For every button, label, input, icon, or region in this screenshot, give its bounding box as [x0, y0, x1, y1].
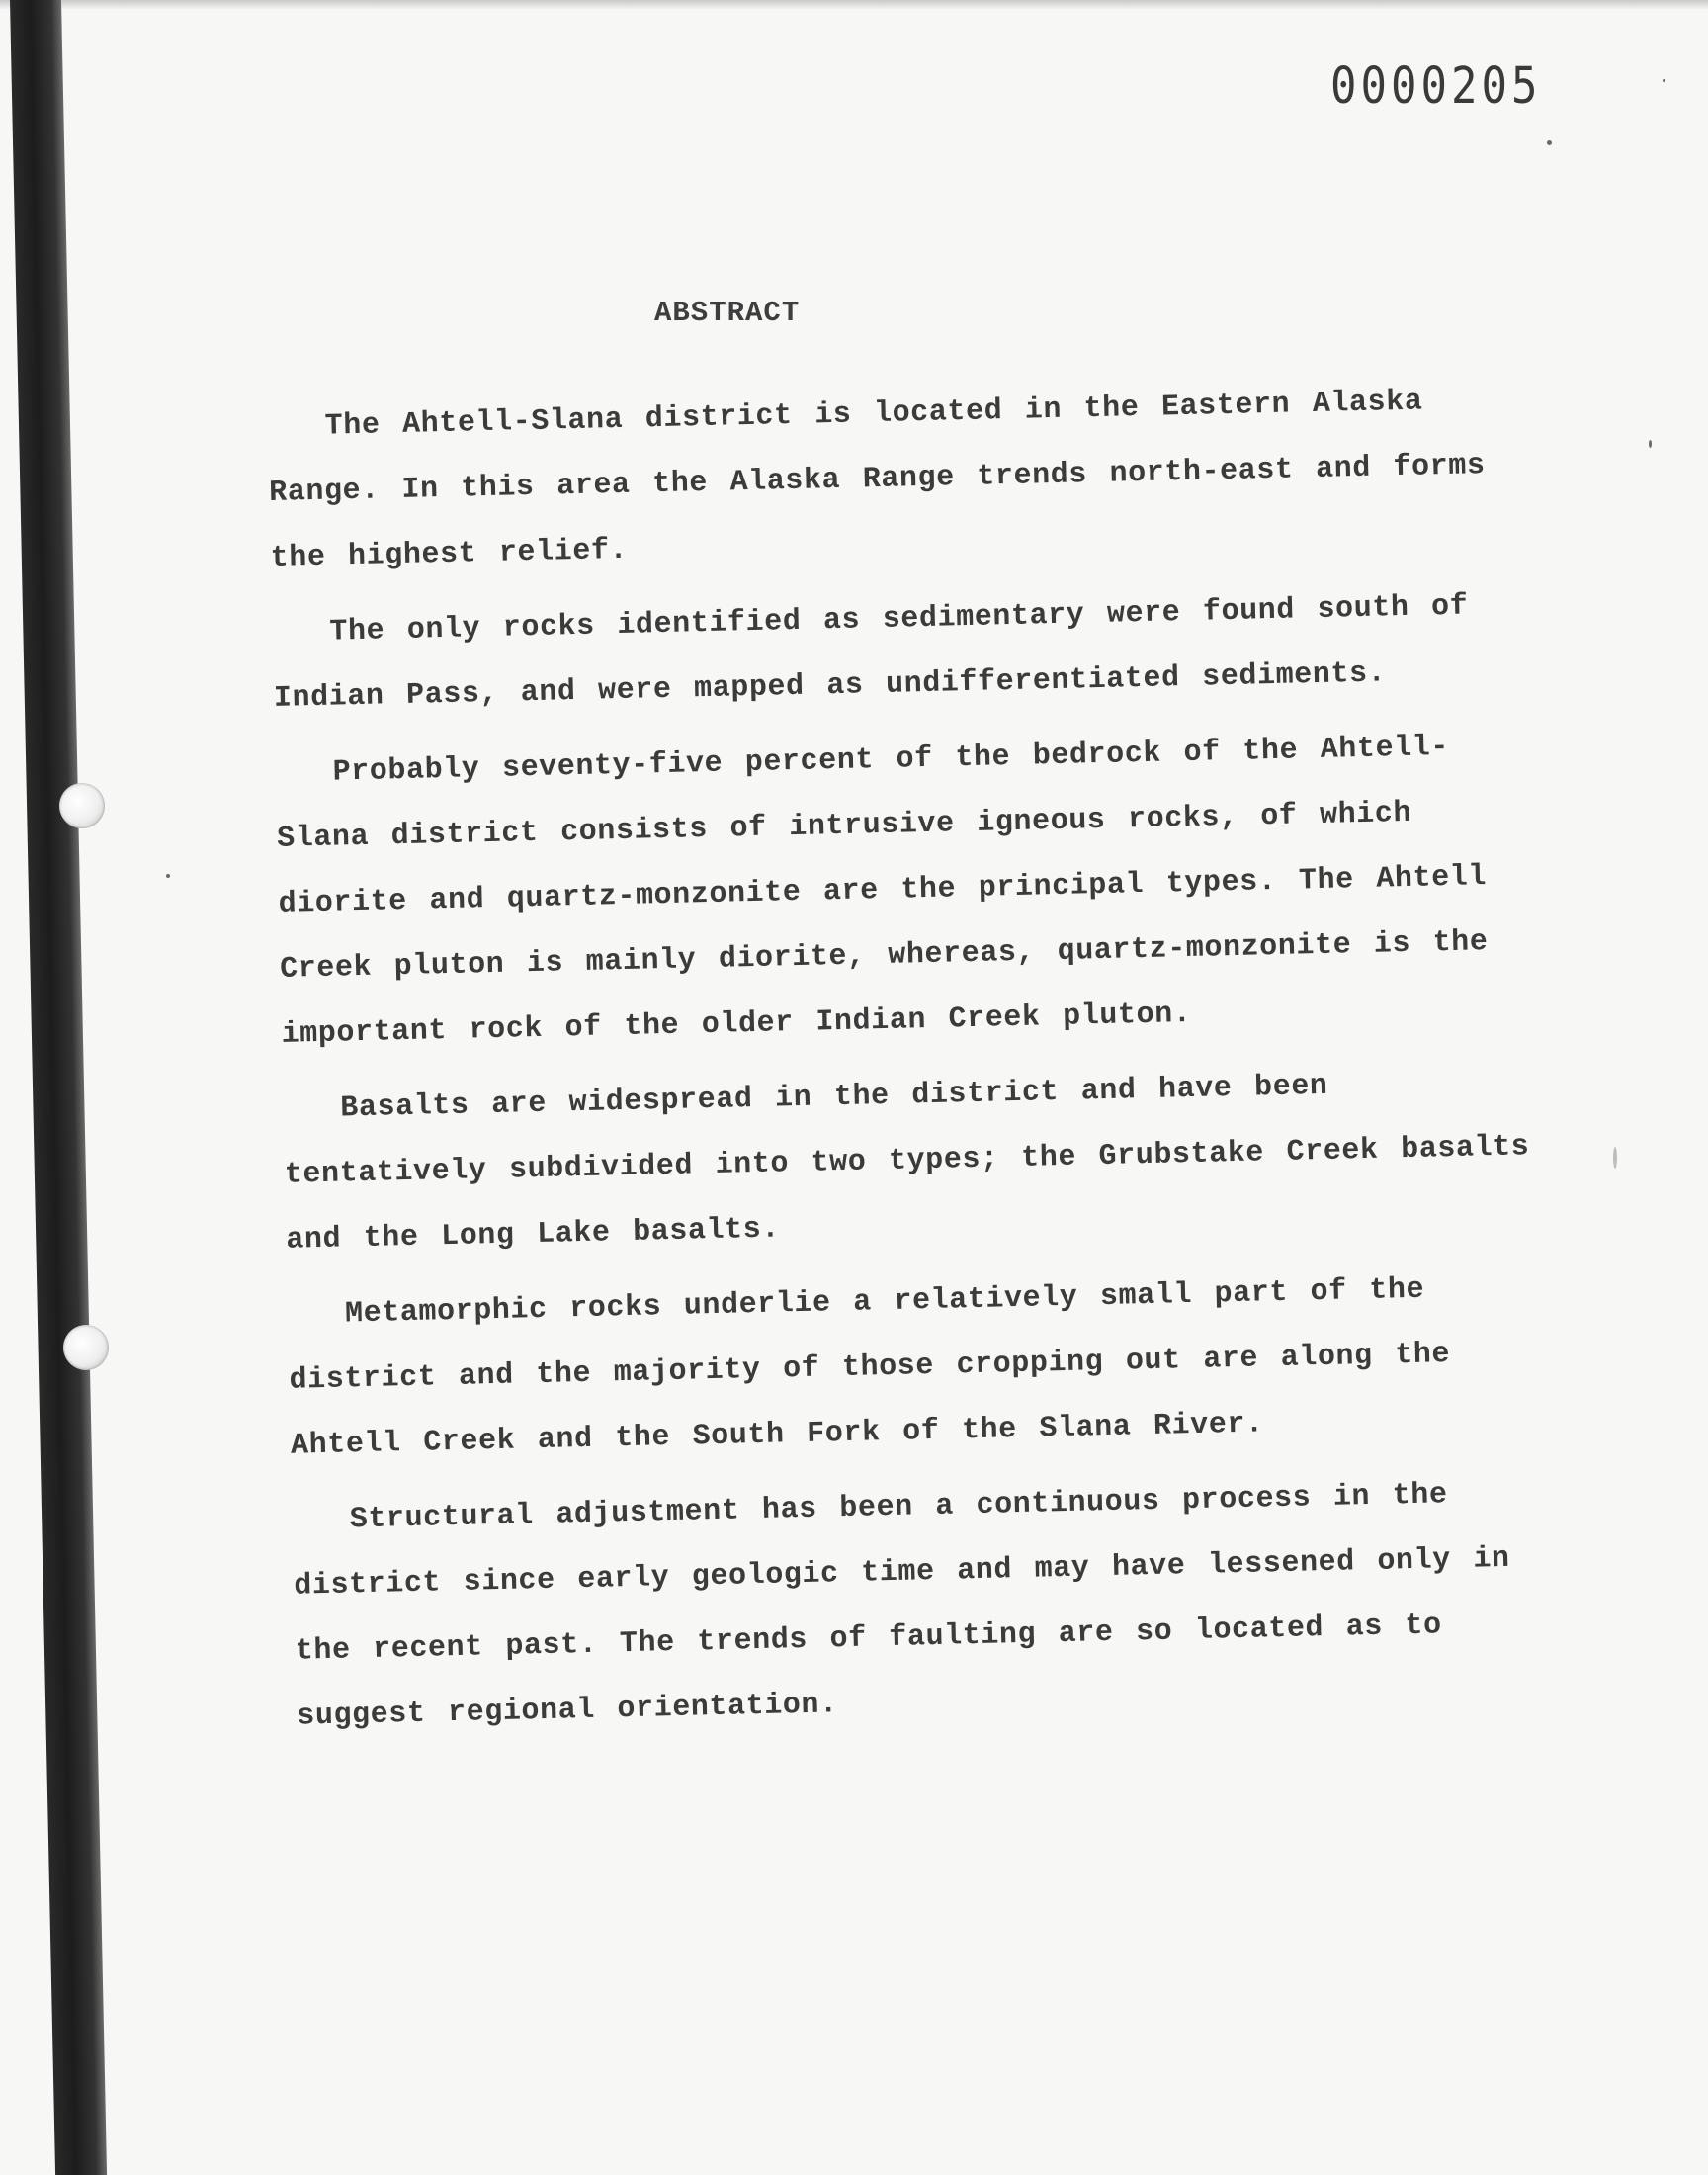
- scan-speck: [1663, 79, 1665, 82]
- punch-hole: [63, 1325, 109, 1370]
- binding-edge: [10, 0, 107, 2175]
- page-top-edge: [0, 0, 1708, 10]
- paragraph-igneous: Probably seventy-five percent of the bedrock of the Ahtell-Slana district consists of intrusive igneous rocks, of which diorite and quartz-monzonite are the principal types. The Ahtell Creek pluton is mainly diorite, whereas, quartz-monzonite is the important rock of the older Indian Creek pluton.: [276, 730, 1489, 1052]
- paragraph-structural: Structural adjustment has been a continuous process in the district since early geologic time and may have lessened only in the recent past. The trends of faulting are so located as to suggest regional orientation.: [293, 1478, 1511, 1734]
- abstract-body: [267, 367, 1543, 1759]
- abstract-heading: ABSTRACT: [654, 297, 801, 329]
- paragraph-sedimentary: The only rocks identified as sedimentary were found south of Indian Pass, and were mapped as undifferentiated sediments.: [273, 589, 1469, 716]
- scan-speck: [1613, 1147, 1617, 1169]
- paragraph-location: The Ahtell-Slana district is located in the Eastern Alaska Range. In this area the Alaska Range trends north-east and forms the highest relief.: [268, 385, 1486, 575]
- punch-hole: [59, 783, 105, 828]
- scan-speck: [1547, 140, 1552, 145]
- paragraph-metamorphic: Metamorphic rocks underlie a relatively small part of the district and the majority of those cropping out are along the Ahtell Creek and the South Fork of the Slana River.: [289, 1272, 1451, 1463]
- scan-speck: [1649, 440, 1652, 448]
- scan-speck: [166, 874, 170, 878]
- paragraph-basalts: Basalts are widespread in the district and have been tentatively subdivided into two types; the Grubstake Creek basalts and the Long Lake basalts.: [284, 1069, 1530, 1258]
- page-number: 0000205: [1330, 57, 1542, 116]
